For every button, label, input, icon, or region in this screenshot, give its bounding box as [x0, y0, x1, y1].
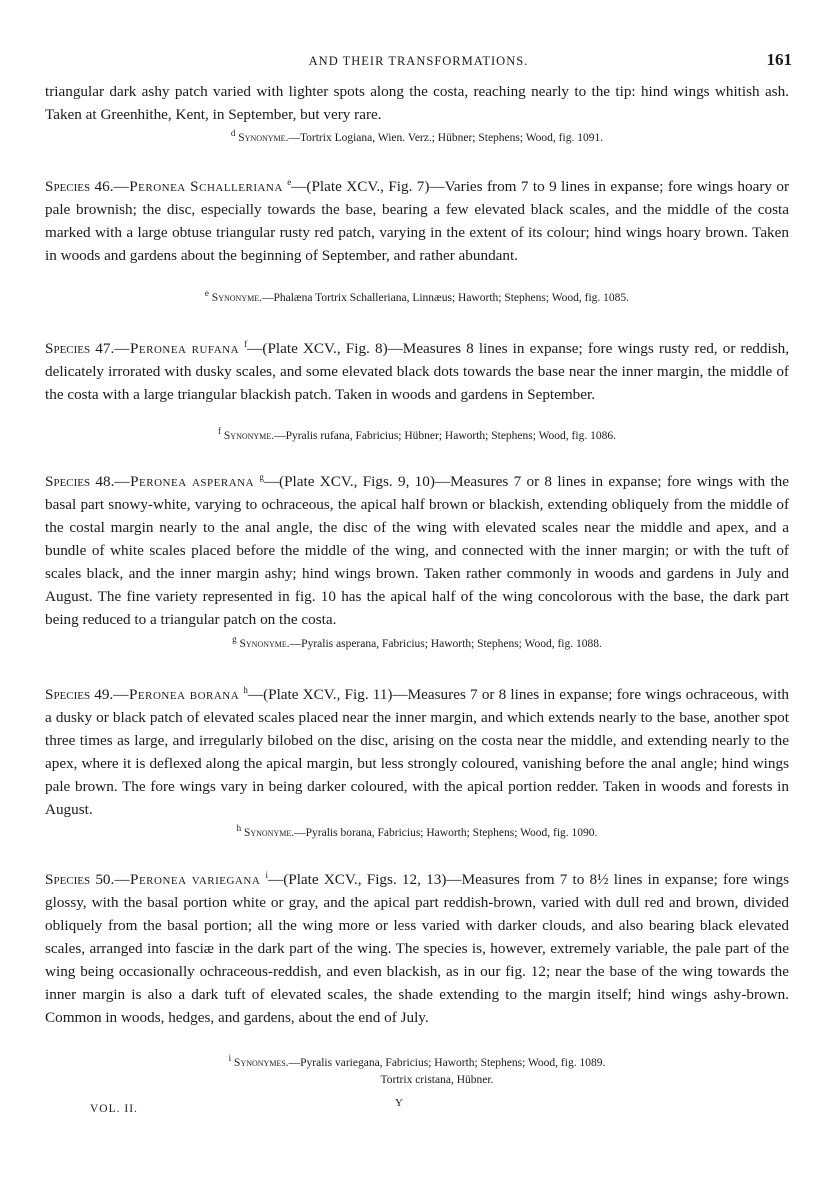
continuation-paragraph: [45, 80, 789, 126]
species-number: Species 48.: [45, 473, 115, 490]
footnote-d: [45, 130, 789, 147]
species-46-entry: [45, 175, 789, 267]
species-description: —(Plate XCV., Fig. 8)—Measures 8 lines in expanse; fore wings rusty red, or reddish, delicately irrorated with dusky scales, and some elevated black dots towards the base near the inner margin, the middle of the costa with a large triangular blackish patch. Taken in woods and gardens in September.: [45, 340, 790, 403]
species-number: Species 46.: [45, 178, 114, 195]
footnote-ref: h: [243, 684, 248, 695]
volume-label: VOL. II.: [90, 1103, 138, 1115]
footnote-e: [45, 290, 789, 307]
signature-mark: Y: [395, 1097, 403, 1109]
species-description: —(Plate XCV., Figs. 9, 10)—Measures 7 or 8 lines in expanse; fore wings with the basal part snowy-white, varying to ochraceous, the apical half brown or blackish, extending obliquely from the middle of the costal margin nearly to the anal angle, the disc of the wing with elevated scales near the middle and apex, and a bundle of white scales placed before the middle of the wing, and connected with the inner margin; or with the tuft of scales black, and the inner margin ashy; hind wings brown. Taken rather commonly in woods and gardens in July and August. The fine variety represented in fig. 10 has the apical half of the wing concolorous with the base, the dark part being reduced to a triangular patch on the costa.: [45, 473, 789, 628]
footnote-i: [45, 1055, 789, 1089]
footnote-label: Synonymes.: [234, 1057, 289, 1069]
species-name: borana: [189, 686, 240, 703]
species-name: variegana: [191, 871, 261, 888]
footnote-label: Synonyme.: [223, 430, 275, 442]
species-genus: —Peronea: [114, 340, 187, 357]
species-description: —(Plate XCV., Figs. 12, 13)—Measures from 7 to 8½ lines in expanse; fore wings glossy, with the basal portion white or gray, and the apical part reddish-brown, varied with dull red and brown, divided obliquely from the basal portion; all the wing more or less varied with darker clouds, and also bearing black elevated scales, arranged into fasciæ in the dark part of the wing. The species is, however, extremely variable, the pale part of the wing being occasionally ochraceous-reddish, and even blackish, as in our fig. 12; near the base of the wing towards the inner margin is also a dark tuft of elevated scales, the shade extending to the margin itself; hind wings ashy-brown. Common in woods, hedges, and gardens, about the end of July.: [45, 871, 789, 1026]
page-header: [45, 50, 792, 72]
species-48-entry: [45, 470, 789, 631]
species-name: rufana: [191, 340, 240, 357]
footnote-ref: f: [244, 338, 248, 349]
footnote-mark: e: [204, 288, 209, 299]
species-genus: —Peronea: [114, 473, 187, 490]
footnote-label: Synonyme.: [211, 292, 262, 304]
footnote-ref: e: [287, 176, 292, 187]
footnote-label: Synonyme.: [239, 638, 290, 650]
footnote-text-continued: Tortrix cristana, Hübner.: [380, 1074, 494, 1086]
species-description: —(Plate XCV., Fig. 11)—Measures 7 or 8 lines in expanse; fore wings ochraceous, with a dusky or black patch of elevated scales placed near the inner margin, and which extends nearly to the base, another spot three times as large, and irregularly bilobed on the disc, arising on the costa near the middle, and extending nearly to the apex, where it is deflexed along the apical margin, but less strongly coloured, vanishing before the anal angle; hind wings pale brown. The fore wings vary in being darker coloured, with the apical portion redder. Taken in woods and forests in August.: [45, 686, 790, 818]
species-description: —(Plate XCV., Fig. 7)—Varies from 7 to 9 lines in expanse; fore wings hoary or pale brownish; the disc, especially towards the base, bearing a few elevated black scales, and the middle of the costa marked with a large obtuse triangular rusty red patch, varying in the extent of its colour; hind wings hoary brown. Taken in woods and gardens about the beginning of September, and rather abundant.: [45, 178, 790, 264]
continuation-text: triangular dark ashy patch varied with lighter spots along the costa, reaching nearly to the tip: hind wings whitish ash. Taken at Greenhithe, Kent, in September, but very rare.: [45, 83, 789, 123]
page-number: 161: [766, 50, 792, 69]
footnote-ref: g: [259, 471, 264, 482]
species-genus: —Peronea: [113, 686, 186, 703]
species-50-entry: [45, 868, 789, 1029]
species-name: asperana: [191, 473, 255, 490]
footnote-f: [45, 428, 789, 445]
footnote-mark: g: [232, 634, 237, 645]
species-number: Species 47.: [45, 340, 115, 357]
species-number: Species 49.: [45, 686, 114, 703]
footnote-text: —Pyralis rufana, Fabricius; Hübner; Haworth; Stephens; Wood, fig. 1086.: [274, 430, 616, 442]
footnote-text: —Pyralis asperana, Fabricius; Haworth; Stephens; Wood, fig. 1088.: [289, 638, 602, 650]
species-number: Species 50.: [45, 871, 115, 888]
footnote-h: [45, 825, 789, 842]
footnote-label: Synonyme.: [238, 132, 289, 144]
footnote-text: —Pyralis variegana, Fabricius; Haworth; Stephens; Wood, fig. 1089.: [288, 1057, 606, 1069]
footnote-ref: i: [265, 869, 268, 880]
footnote-text: —Phalæna Tortrix Schalleriana, Linnæus; Haworth; Stephens; Wood, fig. 1085.: [261, 292, 630, 304]
species-49-entry: [45, 683, 789, 821]
footnote-mark: i: [228, 1053, 232, 1064]
species-47-entry: [45, 337, 789, 406]
footnote-mark: f: [218, 426, 222, 437]
running-title: AND THEIR TRANSFORMATIONS.: [308, 54, 529, 68]
footnote-mark: h: [236, 823, 242, 834]
footnote-mark: d: [230, 128, 236, 139]
species-genus: —Peronea: [113, 178, 186, 195]
species-name: Schalleriana: [190, 178, 283, 195]
footnote-label: Synonyme.: [243, 827, 295, 839]
footnote-text: —Tortrix Logiana, Wien. Verz.; Hübner; Stephens; Wood, fig. 1091.: [288, 132, 604, 144]
footnote-g: [45, 636, 789, 653]
footnote-text: —Pyralis borana, Fabricius; Haworth; Stephens; Wood, fig. 1090.: [294, 827, 598, 839]
species-genus: —Peronea: [114, 871, 187, 888]
